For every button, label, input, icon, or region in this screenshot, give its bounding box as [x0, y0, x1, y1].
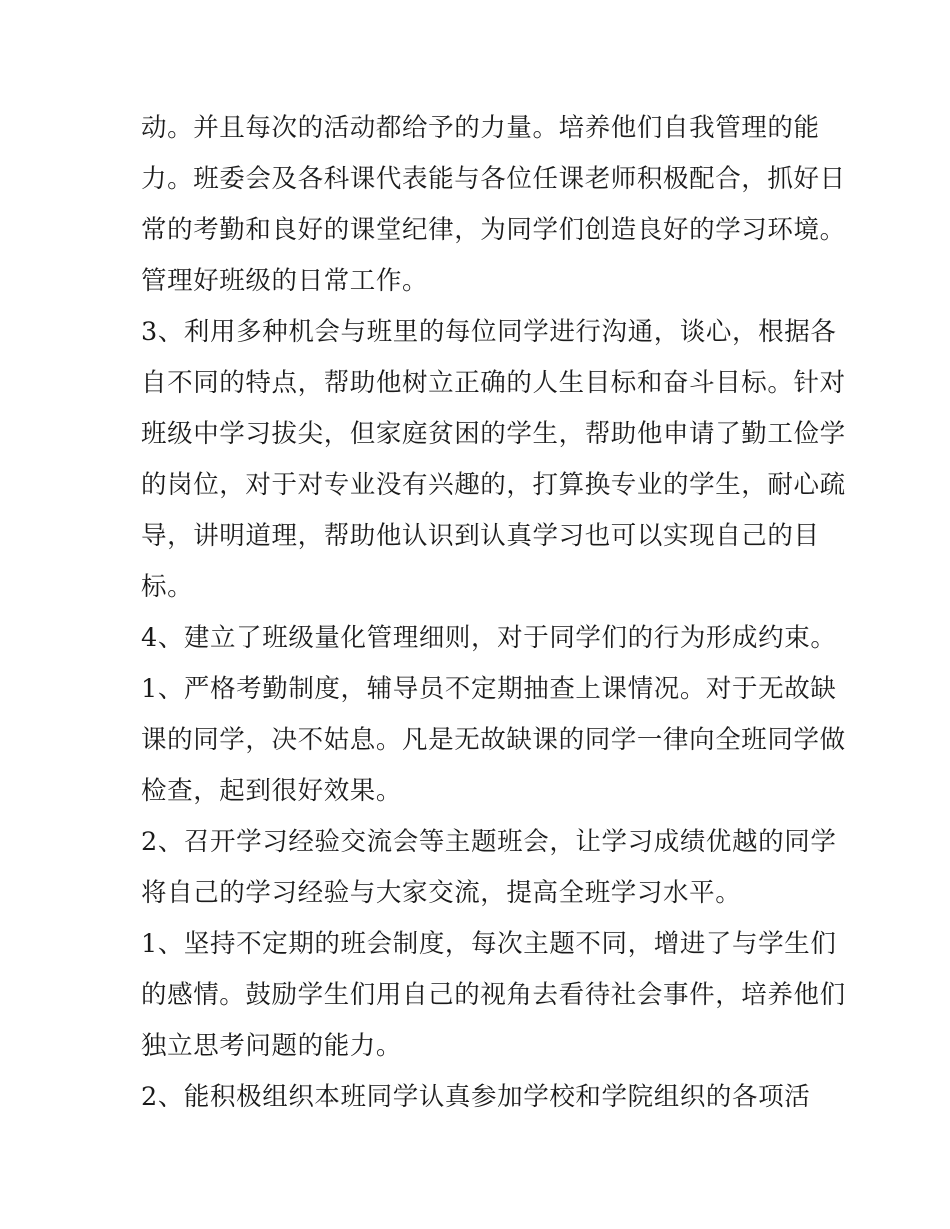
text-line: 将自己的学习经验与大家交流，提高全班学习水平。 — [141, 878, 742, 908]
text-line: 2、召开学习经验交流会等主题班会，让学习成绩优越的同学 — [141, 827, 837, 857]
text-line: 1、严格考勤制度，辅导员不定期抽查上课情况。对于无故缺 — [141, 674, 837, 704]
text-line: 导，讲明道理，帮助他认识到认真学习也可以实现自己的目 — [141, 521, 820, 551]
text-line: 动。并且每次的活动都给予的力量。培养他们自我管理的能 — [141, 113, 820, 143]
text-line: 自不同的特点，帮助他树立正确的人生目标和奋斗目标。针对 — [141, 368, 846, 398]
text-line: 常的考勤和良好的课堂纪律，为同学们创造良好的学习环境。 — [141, 215, 846, 245]
text-line: 3、利用多种机会与班里的每位同学进行沟通，谈心，根据各 — [141, 317, 837, 347]
text-line: 的感情。鼓励学生们用自己的视角去看待社会事件，培养他们 — [141, 980, 846, 1010]
text-line: 检查，起到很好效果。 — [141, 776, 403, 806]
text-line: 2、能积极组织本班同学认真参加学校和学院组织的各项活 — [141, 1082, 811, 1112]
text-line: 管理好班级的日常工作。 — [141, 266, 429, 296]
text-line: 1、坚持不定期的班会制度，每次主题不同，增进了与学生们 — [141, 929, 837, 959]
text-line: 班级中学习拔尖，但家庭贫困的学生，帮助他申请了勤工俭学 — [141, 419, 846, 449]
text-line: 标。 — [141, 572, 194, 602]
text-line: 的岗位，对于对专业没有兴趣的，打算换专业的学生，耐心疏 — [141, 470, 846, 500]
text-line: 独立思考问题的能力。 — [141, 1031, 403, 1061]
text-line: 力。班委会及各科课代表能与各位任课老师积极配合，抓好日 — [141, 164, 846, 194]
text-line: 4、建立了班级量化管理细则，对于同学们的行为形成约束。 — [141, 623, 837, 653]
text-line: 课的同学，决不姑息。凡是无故缺课的同学一律向全班同学做 — [141, 725, 846, 755]
